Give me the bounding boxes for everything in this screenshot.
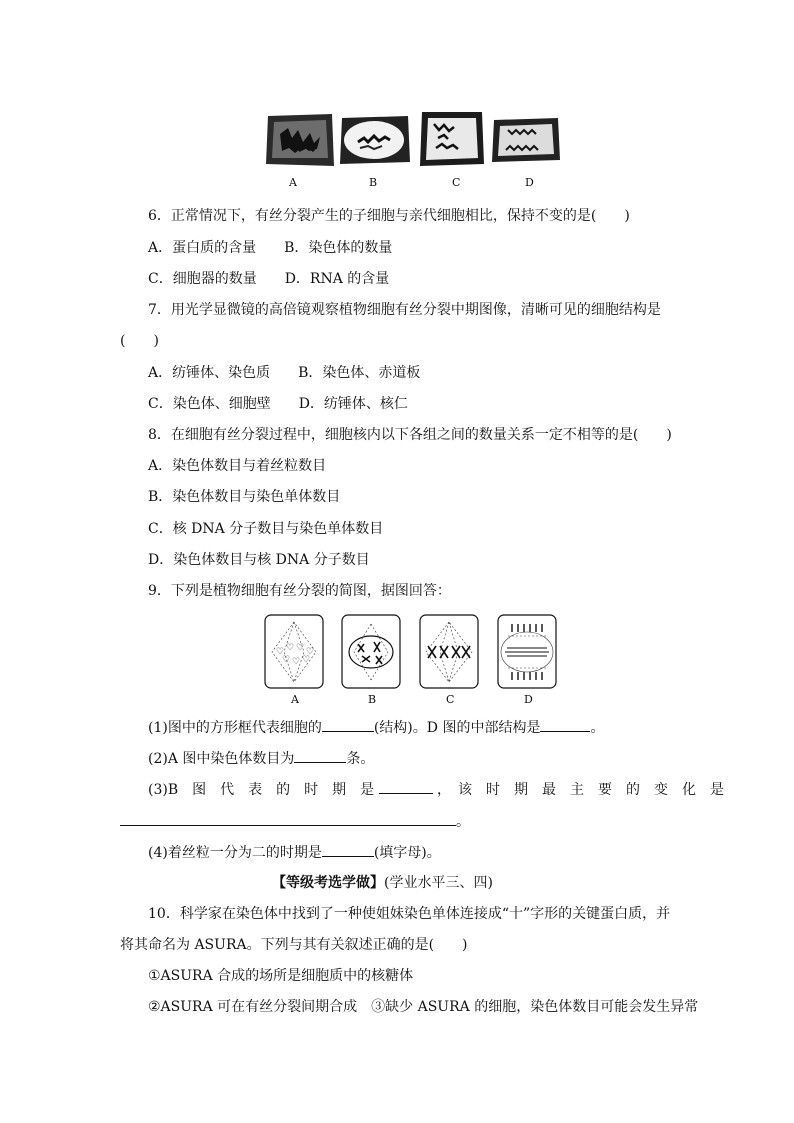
- q7-options-cd: C．染色体、细胞壁 D．纺锤体、核仁: [148, 396, 408, 412]
- diagram-label-a: A: [291, 693, 299, 706]
- cell-a: [265, 615, 323, 688]
- mitosis-diagram: [262, 612, 562, 692]
- micrograph-a: [266, 114, 334, 166]
- cell-b: [342, 615, 400, 688]
- q9-sub2-text-b: 条。: [346, 751, 375, 767]
- q9-sub3-end: 。: [456, 814, 470, 830]
- q9-sub4-text-a: (4)着丝粒一分为二的时期是: [148, 845, 322, 861]
- q8-option-b: B．染色体数目与染色单体数目: [148, 489, 341, 505]
- q9-sub2: [148, 749, 374, 768]
- svg-text:♡: ♡: [286, 643, 295, 653]
- q10-stem-line2: 将其命名为 ASURA。下列与其有关叙述正确的是( ): [120, 937, 468, 953]
- svg-text:♡: ♡: [306, 647, 315, 657]
- micrograph-figure: [262, 108, 562, 170]
- micrograph-b: [340, 116, 410, 164]
- q8-option-c: C．核 DNA 分子数目与染色单体数目: [148, 521, 384, 537]
- q9-sub1-text-c: 。: [590, 720, 605, 736]
- section-heading-bold: 【等级考选学做】: [272, 875, 384, 891]
- q9-sub3-cont: [120, 812, 470, 831]
- q9-sub3-text-b: ， 该 时 期 最 主 要 的 变 化 是: [437, 782, 725, 798]
- answer-blank[interactable]: [379, 780, 433, 794]
- answer-blank[interactable]: [294, 749, 346, 763]
- svg-text:♡: ♡: [292, 657, 301, 667]
- q9-sub4-text-b: (填字母)。: [373, 845, 441, 861]
- micrograph-label-a: A: [289, 176, 297, 189]
- answer-blank[interactable]: [322, 843, 374, 857]
- svg-text:♡: ♡: [296, 643, 305, 653]
- q9-sub2-text-a: (2)A 图中染色体数目为: [148, 751, 295, 767]
- micrograph-label-c: C: [452, 176, 461, 189]
- section-heading-level: (学业水平三、四): [384, 875, 493, 891]
- q9-stem: 9．下列是植物细胞有丝分裂的简图，据图回答：: [148, 583, 451, 599]
- cell-d: [498, 615, 556, 688]
- micrograph-label-b: B: [369, 176, 378, 189]
- q6-stem: 6．正常情况下，有丝分裂产生的子细胞与亲代细胞相比，保持不变的是( ): [148, 208, 630, 224]
- svg-text:♡: ♡: [302, 655, 311, 665]
- answer-blank[interactable]: [120, 812, 456, 826]
- q7-stem: 7．用光学显微镜的高倍镜观察植物细胞有丝分裂中期图像，清晰可见的细胞结构是: [148, 302, 661, 318]
- cell-c: [420, 615, 478, 688]
- diagram-label-b: B: [368, 693, 377, 706]
- q8-option-a: A．染色体数目与着丝粒数目: [148, 458, 327, 474]
- q9-sub3-text-a: (3)B 图 代 表 的 时 期 是: [148, 782, 375, 798]
- svg-text:♡: ♡: [276, 647, 285, 657]
- q10-stem-line1: 10．科学家在染色体中找到了一种使姐妹染色单体连接成“十”字形的关键蛋白质，并: [148, 906, 671, 922]
- q9-sub1-text-b: (结构)。D 图的中部结构是: [373, 720, 541, 736]
- diagram-label-d: D: [524, 693, 533, 706]
- q9-sub4: [148, 843, 441, 862]
- diagram-label-c: C: [446, 693, 455, 706]
- micrograph-c: [420, 112, 484, 166]
- q6-options-ab: A．蛋白质的含量 B．染色体的数量: [148, 240, 393, 256]
- q8-stem: 8．在细胞有丝分裂过程中，细胞核内以下各组之间的数量关系一定不相等的是( ): [148, 427, 672, 443]
- q9-sub3: [148, 780, 724, 799]
- q7-stem-paren: ( ): [120, 333, 159, 349]
- q10-item-1: ①ASURA 合成的场所是细胞质中的核糖体: [148, 968, 414, 984]
- micrograph-label-d: D: [525, 176, 534, 189]
- q9-sub1-text-a: (1)图中的方形框代表细胞的: [148, 720, 322, 736]
- q9-sub1: [148, 718, 604, 737]
- q6-options-cd: C．细胞器的数量 D．RNA 的含量: [148, 271, 390, 287]
- q8-option-d: D．染色体数目与核 DNA 分子数目: [148, 552, 370, 568]
- q10-item-2-3: ②ASURA 可在有丝分裂间期合成 ③缺少 ASURA 的细胞，染色体数目可能会发生异常: [148, 999, 699, 1015]
- answer-blank[interactable]: [322, 718, 374, 732]
- svg-text:♡: ♡: [282, 655, 291, 665]
- micrograph-d: [492, 118, 560, 162]
- answer-blank[interactable]: [540, 718, 590, 732]
- q7-options-ab: A．纺锤体、染色质 B．染色体、赤道板: [148, 365, 421, 381]
- section-heading: [272, 874, 493, 892]
